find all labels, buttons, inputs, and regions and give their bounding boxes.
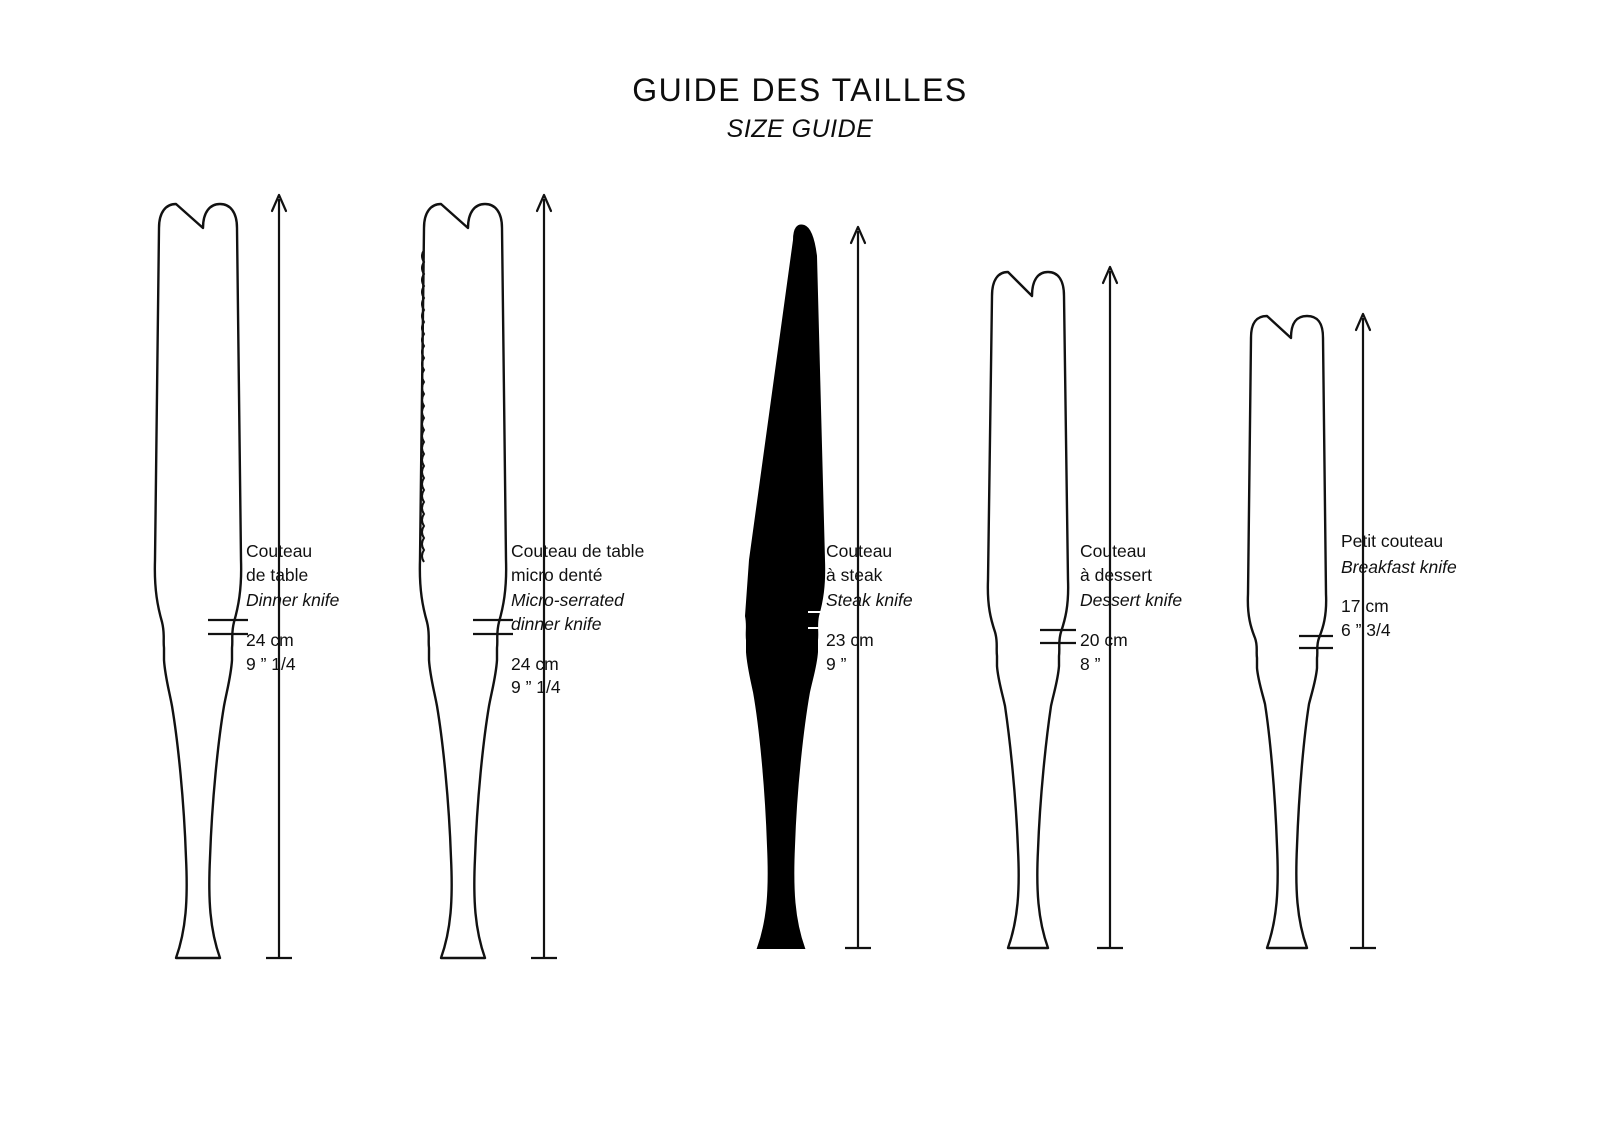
title-french: GUIDE DES TAILLES bbox=[632, 72, 968, 108]
label-fr-line1: Petit couteau bbox=[1341, 531, 1444, 551]
size-cm: 23 cm bbox=[826, 629, 874, 650]
size-in: 9 ” 1/4 bbox=[511, 677, 561, 698]
label-en: Dinner knife bbox=[246, 590, 340, 611]
label-fr-line1: Couteau bbox=[826, 541, 893, 561]
label-fr-line2: à dessert bbox=[1080, 564, 1152, 585]
size-in: 8 ” bbox=[1080, 653, 1101, 674]
label-fr-line1: Couteau de table bbox=[511, 541, 645, 561]
title-english: SIZE GUIDE bbox=[726, 114, 874, 143]
breakfast-knife-illustration bbox=[1215, 0, 1465, 1000]
dinner-knife-illustration bbox=[100, 0, 350, 1000]
breakfast-knife-labels bbox=[1341, 530, 1457, 643]
dessert-knife-illustration bbox=[950, 0, 1200, 1000]
knife-item-micro-serrated-dinner-knife bbox=[365, 0, 725, 1125]
size-in: 9 ” bbox=[826, 653, 847, 674]
size-in: 6 ” 3/4 bbox=[1341, 619, 1391, 640]
size-cm: 17 cm bbox=[1341, 596, 1389, 617]
label-en-line1: Micro-serrated bbox=[511, 590, 624, 611]
micro-serrated-knife-labels bbox=[511, 540, 644, 700]
dessert-knife-labels bbox=[1080, 540, 1182, 676]
label-fr-line1: Couteau bbox=[1080, 541, 1147, 561]
size-in: 9 ” 1/4 bbox=[246, 653, 296, 674]
label-en: Dessert knife bbox=[1080, 590, 1183, 611]
size-cm: 20 cm bbox=[1080, 629, 1128, 650]
micro-serrated-knife-illustration bbox=[365, 0, 615, 1000]
dinner-knife-labels bbox=[246, 540, 339, 676]
label-fr-line2: à steak bbox=[826, 564, 883, 585]
size-cm: 24 cm bbox=[246, 629, 294, 650]
size-cm: 24 cm bbox=[511, 653, 559, 674]
steak-knife-labels bbox=[826, 540, 913, 676]
label-fr-line2: micro denté bbox=[511, 564, 603, 585]
label-en: Breakfast knife bbox=[1341, 556, 1457, 577]
label-en-line2: dinner knife bbox=[511, 613, 602, 634]
label-fr-line2: de table bbox=[246, 564, 309, 585]
label-en: Steak knife bbox=[826, 590, 913, 611]
steak-knife-illustration bbox=[690, 0, 940, 1000]
label-fr-line1: Couteau bbox=[246, 541, 313, 561]
knife-item-breakfast-knife bbox=[1215, 0, 1575, 1125]
